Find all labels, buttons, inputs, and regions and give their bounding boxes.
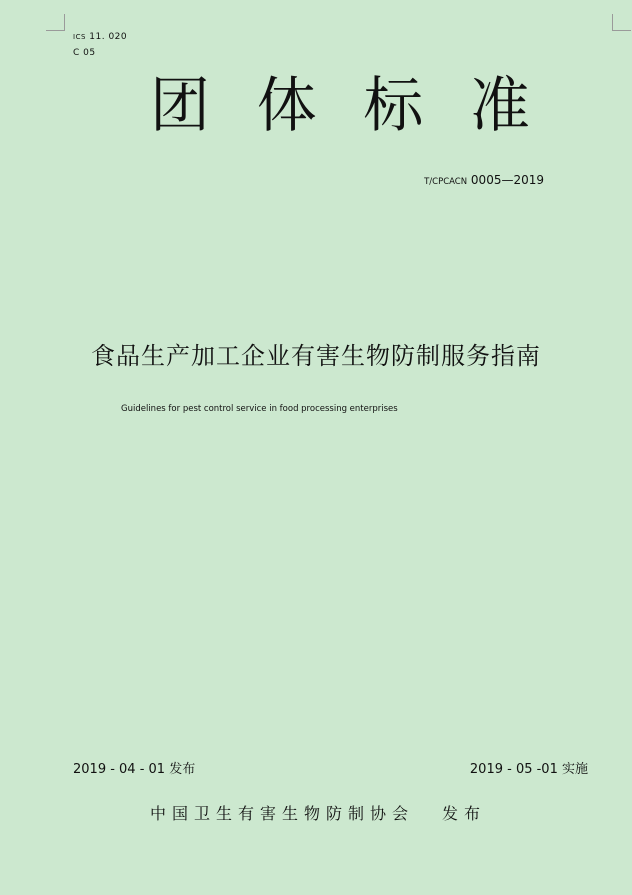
main-title-char: 体 <box>256 71 317 141</box>
crop-mark-top-left <box>46 14 65 31</box>
ics-number: 11. 020 <box>89 32 128 42</box>
main-title <box>150 70 530 142</box>
main-title-char: 标 <box>363 71 424 141</box>
title-chinese: 食品生产加工企业有害生物防制服务指南 <box>91 342 541 370</box>
main-title-char: 团 <box>150 71 210 141</box>
crop-mark-top-right <box>612 14 631 31</box>
publisher-line <box>150 801 486 824</box>
title-english: Guidelines for pest control service in food processing enterprises <box>121 404 398 414</box>
ics-prefix: ICS <box>73 33 86 41</box>
publisher-action: 发布 <box>442 804 487 823</box>
publish-date: 2019 - 04 - 01 发布 <box>73 762 196 777</box>
main-title-char: 准 <box>469 71 530 141</box>
standard-number-prefix: T/CPCACN <box>424 177 468 187</box>
ccs-code: C 05 <box>73 48 96 58</box>
ics-code <box>73 32 127 43</box>
implementation-date: 2019 - 05 -01 实施 <box>469 762 588 777</box>
standard-number-value: 0005—2019 <box>470 173 544 187</box>
publisher-name: 中国卫生有害生物防制协会 <box>150 804 415 823</box>
standard-number <box>424 173 544 187</box>
